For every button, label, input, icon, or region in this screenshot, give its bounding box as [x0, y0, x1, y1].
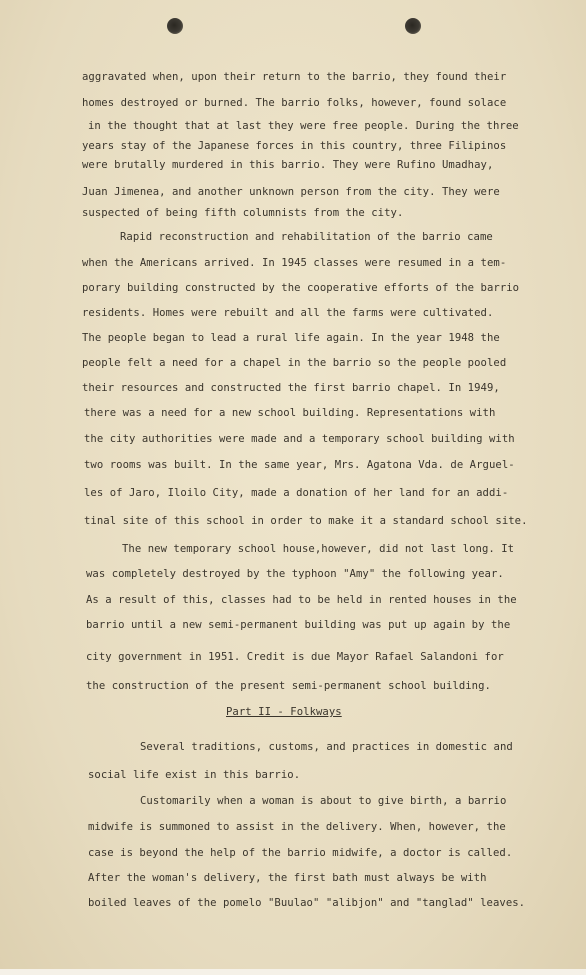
text-line: residents. Homes were rebuilt and all the farms were cultivated.: [82, 307, 494, 319]
text-line: people felt a need for a chapel in the barrio so the people pooled: [82, 357, 507, 369]
text-line: social life exist in this barrio.: [88, 769, 301, 781]
text-line: tinal site of this school in order to make it a standard school site.: [84, 515, 528, 527]
text-line: aggravated when, upon their return to the barrio, they found their: [82, 71, 507, 83]
text-line: The new temporary school house,however, did not last long. It: [122, 543, 515, 555]
text-line: years stay of the Japanese forces in this country, three Filipinos: [82, 140, 507, 152]
text-line: Several traditions, customs, and practices in domestic and: [140, 741, 513, 753]
text-line: Customarily when a woman is about to give birth, a barrio: [140, 795, 507, 807]
page-bottom-edge: [0, 969, 586, 975]
text-line: Juan Jimenea, and another unknown person from the city. They were: [82, 186, 500, 198]
text-line: their resources and constructed the first barrio chapel. In 1949,: [82, 382, 500, 394]
punch-hole-right: [405, 18, 421, 34]
text-line: homes destroyed or burned. The barrio folks, however, found solace: [82, 97, 507, 109]
text-line: After the woman's delivery, the first bath must always be with: [88, 872, 487, 884]
text-line: was completely destroyed by the typhoon "Amy" the following year.: [86, 568, 504, 580]
text-line: city government in 1951. Credit is due Mayor Rafael Salandoni for: [86, 651, 504, 663]
text-line: in the thought that at last they were free people. During the three: [88, 120, 519, 132]
text-line: porary building constructed by the cooperative efforts of the barrio: [82, 282, 520, 294]
punch-hole-left: [167, 18, 183, 34]
text-line: when the Americans arrived. In 1945 classes were resumed in a tem-: [82, 257, 507, 269]
text-line: the city authorities were made and a temporary school building with: [84, 433, 515, 445]
text-line: the construction of the present semi-permanent school building.: [86, 680, 491, 692]
section-heading: Part II - Folkways: [226, 706, 342, 718]
text-line: case is beyond the help of the barrio midwife, a doctor is called.: [88, 847, 513, 859]
text-line: Rapid reconstruction and rehabilitation of the barrio came: [120, 231, 493, 243]
text-line: les of Jaro, Iloilo City, made a donation of her land for an addi-: [84, 487, 509, 499]
text-line: midwife is summoned to assist in the delivery. When, however, the: [88, 821, 506, 833]
text-line: two rooms was built. In the same year, Mrs. Agatona Vda. de Arguel-: [84, 459, 515, 471]
text-line: boiled leaves of the pomelo "Buulao" "alibjon" and "tanglad" leaves.: [88, 897, 526, 909]
text-line: there was a need for a new school building. Representations with: [84, 407, 496, 419]
text-line: were brutally murdered in this barrio. They were Rufino Umadhay,: [82, 159, 494, 171]
text-line: As a result of this, classes had to be held in rented houses in the: [86, 594, 517, 606]
text-line: The people began to lead a rural life again. In the year 1948 the: [82, 332, 500, 344]
text-line: barrio until a new semi-permanent building was put up again by the: [86, 619, 511, 631]
text-line: suspected of being fifth columnists from the city.: [82, 207, 404, 219]
